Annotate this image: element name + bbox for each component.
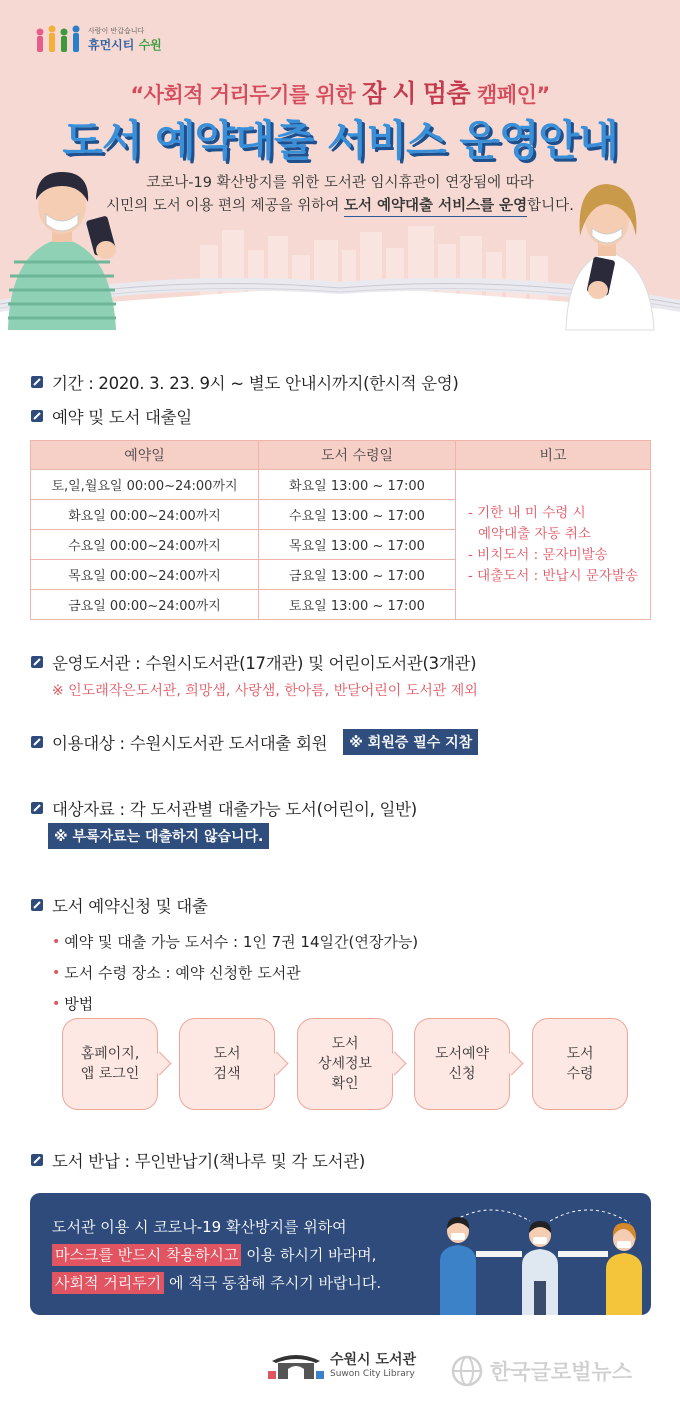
news-watermark: 한국글로벌뉴스 <box>450 1354 632 1388</box>
appendix-note-tag: ※ 부록자료는 대출하지 않습니다. <box>48 823 269 849</box>
materials-text: 대상자료 : 각 도서관별 대출가능 도서(어린이, 일반) <box>52 800 417 819</box>
list-item: • 예약 및 대출 가능 도서수 : 1인 7권 14일간(연장가능) <box>52 933 419 951</box>
mask-notice-banner <box>30 1193 651 1315</box>
book-bullet-icon <box>30 801 44 815</box>
reservation-day-cell: 토,일,월요일 00:00~24:00까지 <box>31 470 259 500</box>
reservation-heading: 예약 및 도서 대출일 <box>52 408 192 427</box>
column-header: 도서 수령일 <box>259 441 456 470</box>
reservation-day-cell: 화요일 00:00~24:00까지 <box>31 500 259 530</box>
bullet-dot-icon: • <box>52 995 61 1012</box>
period-text: 기간 : 2020. 3. 23. 9시 ~ 별도 안내시까지(한시적 운영) <box>52 374 459 393</box>
globe-icon <box>450 1354 484 1388</box>
book-bullet-icon <box>30 409 44 423</box>
logo-name: 휴먼시티 수원 <box>88 37 162 52</box>
step-detail: 도서 상세정보 확인 <box>297 1018 393 1110</box>
suwon-logo[interactable] <box>34 24 162 54</box>
list-item: • 도서 수령 장소 : 예약 신청한 도서관 <box>52 964 301 982</box>
book-bullet-icon <box>30 1153 44 1167</box>
section-period <box>30 370 459 394</box>
pickup-day-cell: 금요일 13:00 ~ 17:00 <box>259 560 456 590</box>
list-item: • 방법 <box>52 995 94 1013</box>
section-libraries <box>30 650 476 674</box>
banner-text: 도서관 이용 시 코로나-19 확산방지를 위하여 마스크를 반드시 착용하시고 이용 하시기 바라며, 사회적 거리두기 에 적극 동참해 주시기 바랍니다. <box>52 1218 382 1292</box>
users-text: 이용대상 : 수원시도서관 도서대출 회원 <box>52 734 328 753</box>
section-apply <box>30 893 208 917</box>
library-gate-icon <box>268 1347 324 1381</box>
section-materials <box>30 796 417 820</box>
reservation-day-cell: 수요일 00:00~24:00까지 <box>31 530 259 560</box>
libraries-text: 운영도서관 : 수원시도서관(17개관) 및 어린이도서관(3개관) <box>52 654 477 673</box>
section-users <box>30 729 478 755</box>
bullet-dot-icon: • <box>52 933 61 950</box>
book-bullet-icon <box>30 375 44 389</box>
remarks-cell: - 기한 내 미 수령 시 예약대출 자동 취소 - 비치도서 : 문자미발송 - 대출도서 : 반납시 문자발송 <box>456 470 651 620</box>
step-login: 홈페이지, 앱 로그인 <box>62 1018 158 1110</box>
suwon-library-logo[interactable] <box>268 1347 416 1381</box>
library-name-en: Suwon City Library <box>330 1369 415 1379</box>
schedule-table <box>30 440 651 620</box>
step-search: 도서 검색 <box>179 1018 275 1110</box>
pickup-day-cell: 토요일 13:00 ~ 17:00 <box>259 590 456 620</box>
column-header: 비고 <box>456 441 651 470</box>
page-title: 도서 예약대출 서비스 운영안내 <box>62 116 618 165</box>
header-banner <box>0 0 680 345</box>
section-return <box>30 1148 365 1172</box>
library-name-ko: 수원시 도서관 <box>330 1352 417 1368</box>
campaign-slogan: “사회적 거리두기를 위한 잠 시 멈춤 캠페인” <box>130 79 550 108</box>
book-bullet-icon <box>30 898 44 912</box>
book-bullet-icon <box>30 735 44 749</box>
logo-tagline: 사람이 반갑습니다 <box>88 26 145 35</box>
membership-card-tag: ※ 회원증 필수 지참 <box>343 729 478 755</box>
pickup-day-cell: 수요일 13:00 ~ 17:00 <box>259 500 456 530</box>
step-pickup: 도서 수령 <box>532 1018 628 1110</box>
pickup-day-cell: 목요일 13:00 ~ 17:00 <box>259 530 456 560</box>
process-steps <box>62 1018 622 1110</box>
return-text: 도서 반납 : 무인반납기(책나루 및 각 도서관) <box>52 1152 366 1171</box>
reservation-day-cell: 금요일 00:00~24:00까지 <box>31 590 259 620</box>
book-bullet-icon <box>30 655 44 669</box>
pickup-day-cell: 화요일 13:00 ~ 17:00 <box>259 470 456 500</box>
table-row <box>31 470 651 500</box>
step-reserve: 도서예약 신청 <box>414 1018 510 1110</box>
section-reservation <box>30 404 192 428</box>
distancing-people-illustration <box>410 1193 651 1315</box>
libraries-exclusion-note: ※ 인도래작은도서관, 희망샘, 사랑샘, 한아름, 반달어린이 도서관 제외 <box>52 683 478 699</box>
human-city-logo-icon <box>34 24 84 54</box>
apply-heading: 도서 예약신청 및 대출 <box>52 897 208 916</box>
header-subtitle: 코로나-19 확산방지를 위한 도서관 임시휴관이 연장됨에 따라 시민의 도서 이용 편의 제공을 위하여 도서 예약대출 서비스를 운영합니다. <box>0 172 680 218</box>
column-header: 예약일 <box>31 441 259 470</box>
reservation-day-cell: 목요일 00:00~24:00까지 <box>31 560 259 590</box>
bullet-dot-icon: • <box>52 964 61 981</box>
apply-bullet-list <box>52 926 418 1019</box>
